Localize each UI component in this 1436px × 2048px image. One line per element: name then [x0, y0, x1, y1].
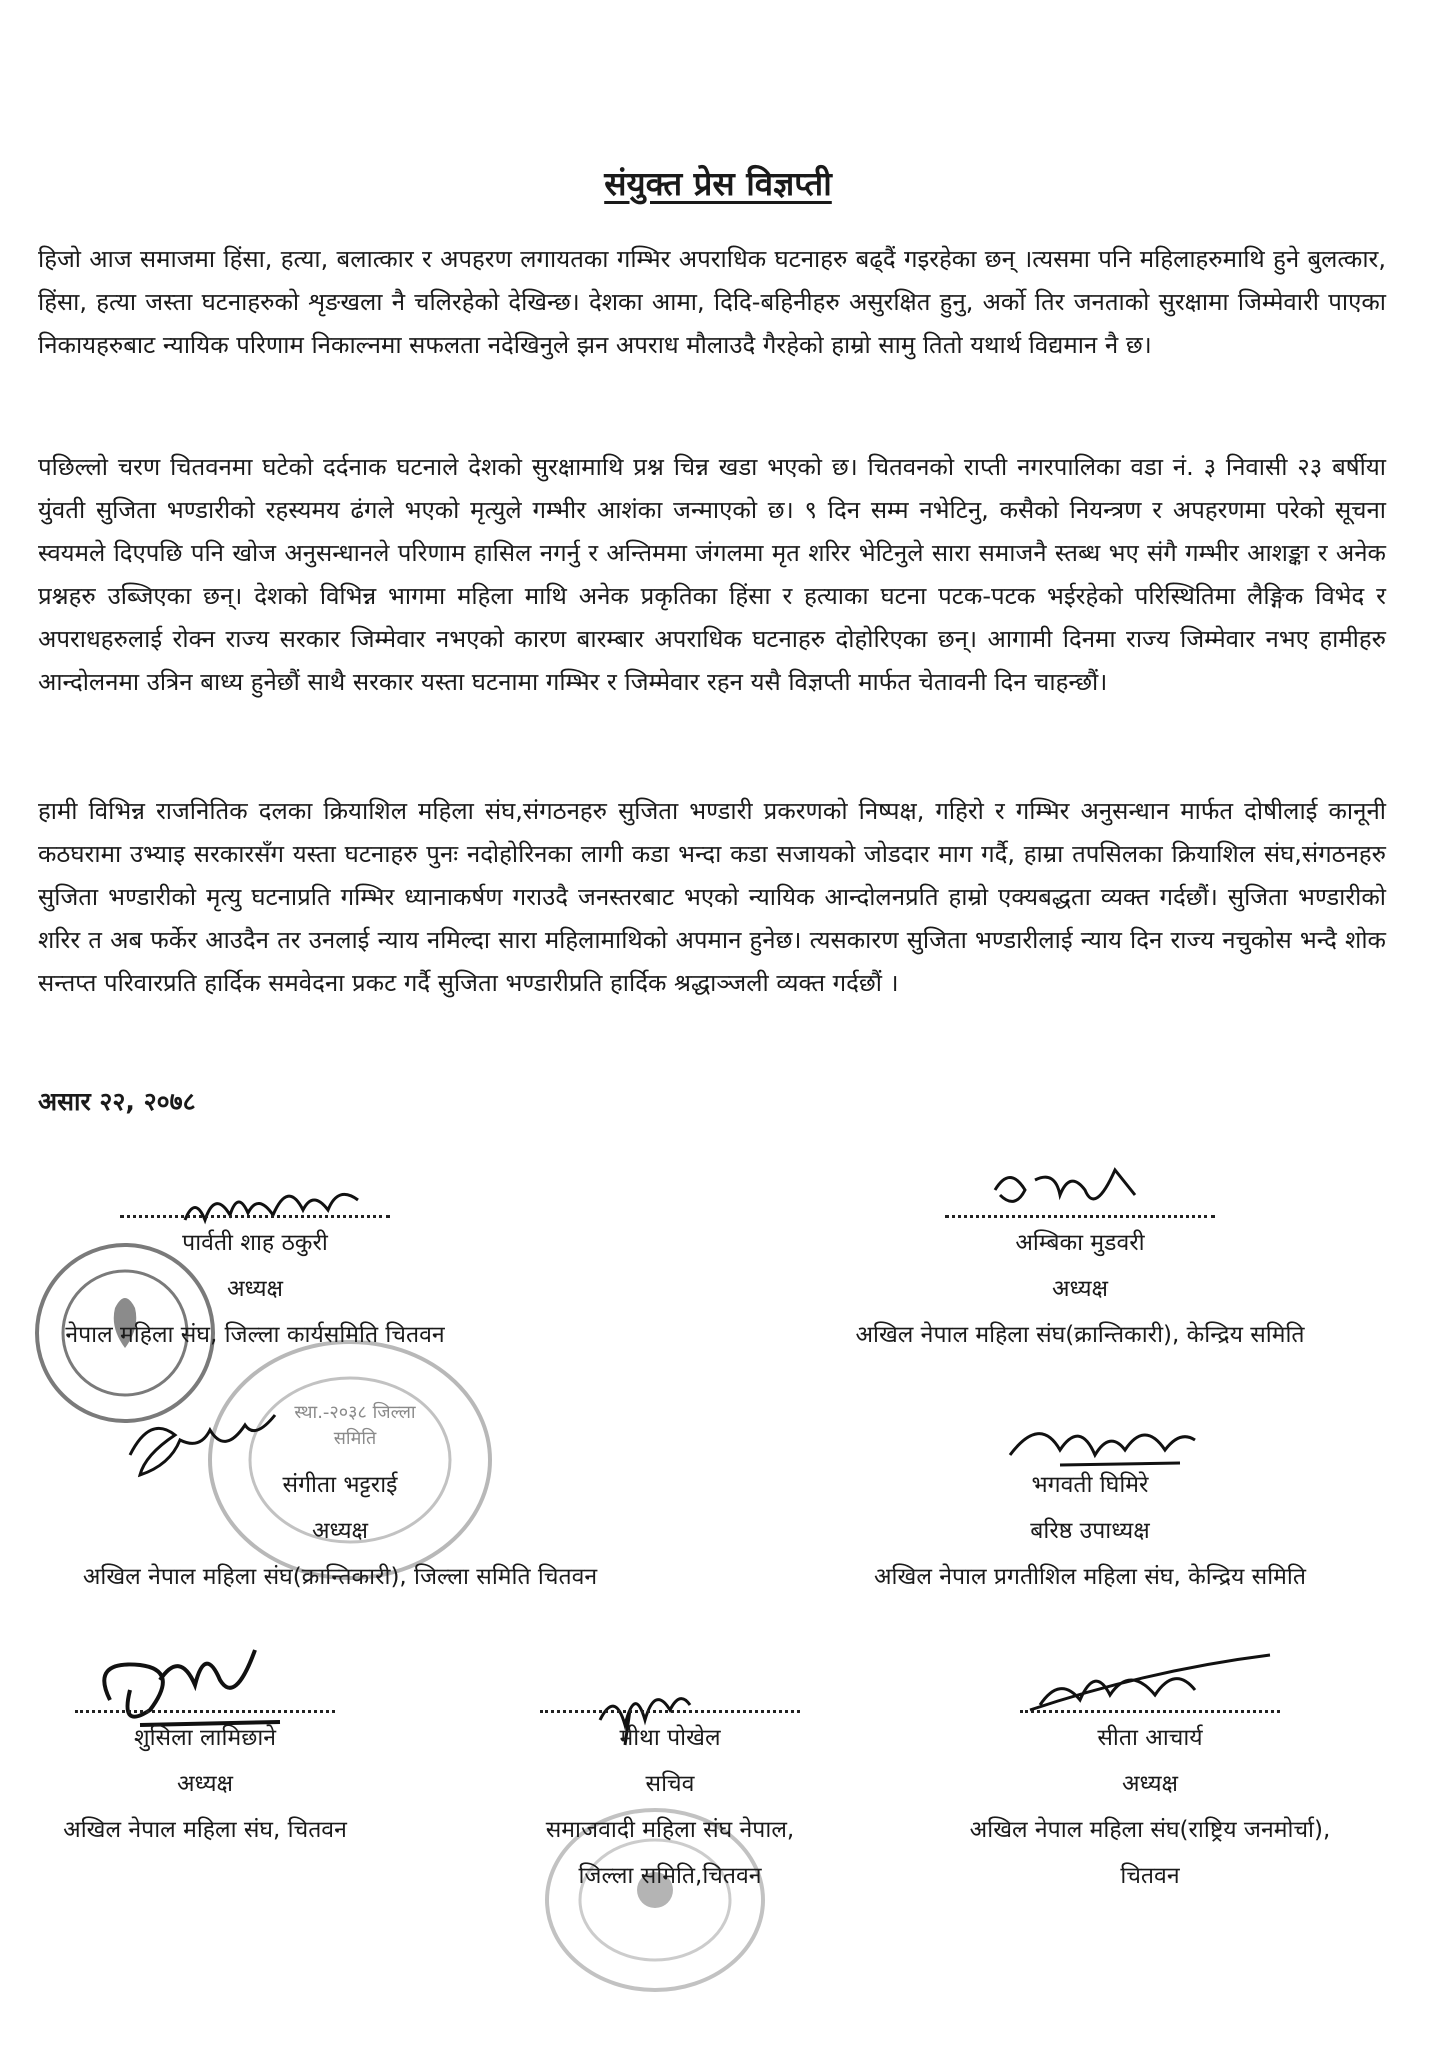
signatory-title: बरिष्ठ उपाध्यक्ष	[1030, 1518, 1150, 1544]
paragraph-1: हिजो आज समाजमा हिंसा, हत्या, बलात्कार र अपहरण लगायतका गम्भिर अपराधिक घटनाहरु बढ्दैं गइरहेका छन् ।त्यसमा पनि महिलाहरुमाथि हुने बुलत्कार, हिंसा, हत्या जस्ता घटनाहरुको शृङखला नै चलिरहेको देखिन्छ। देशका आमा, दिदि-बहिनीहरु असुरक्षित हुनु, अर्को तिर जनताको सुरक्षामा जिम्मेवारी पाएका निकायहरुबाट न्यायिक परिणाम निकाल्नमा सफलता नदेखिनुले झन अपराध मौलाउदै गैरहेको हाम्रो सामु तितो यथार्थ विद्यमान नै छ।	[38, 245, 1386, 359]
signatory-4	[800, 1440, 1380, 1600]
signature-line	[1020, 1690, 1280, 1713]
signatory-1	[20, 1195, 490, 1358]
signatory-name: मीथा पोखेल	[619, 1725, 721, 1751]
signatory-org: अखिल नेपाल प्रगतीशिल महिला संघ, केन्द्रिय समिति	[873, 1564, 1306, 1590]
signatory-org: अखिल नेपाल महिला संघ(क्रान्तिकारी), केन्द्रिय समिति	[855, 1322, 1305, 1348]
stamp-text: स्था.-२०३८ जिल्ला समिति	[294, 1402, 416, 1449]
paragraph-3: हामी विभिन्न राजनितिक दलका क्रियाशिल महिला संघ,संगठनहरु सुजिता भण्डारी प्रकरणको निष्पक्ष, गहिरो र गम्भिर अनुसन्धान मार्फत दोषीलाई कानूनी कठघरामा उभ्याइ सरकारसँग यस्ता घटनाहरु पुनः नदोहोरिनका लागी कडा भन्दा कडा सजायको जोडदार माग गर्दै, हाम्रा तपसिलका क्रियाशिल संघ,संगठनहरु सुजिता भण्डारीको मृत्यु घटनाप्रति गम्भिर ध्यानाकर्षण गराउदै जनस्तरबाट भएको न्यायिक आन्दोलनप्रति हाम्रो एक्यबद्धता व्यक्त गर्दछौं। सुजिता भण्डारीको शरिर त अब फर्केर आउदैन तर उनलाई न्याय नमिल्दा सारा महिलामाथिको अपमान हुनेछ। त्यसकारण सुजिता भण्डारीलाई न्याय दिन राज्य नचुकोस भन्दै शोक सन्तप्त परिवारप्रति हार्दिक समवेदना प्रकट गर्दै सुजिता भण्डारीप्रति हार्दिक श्रद्धाञ्जली व्यक्त गर्दछौं ।	[38, 797, 1386, 997]
signatory-name: पार्वती शाह ठकुरी	[182, 1230, 328, 1256]
signatory-6	[470, 1690, 870, 1899]
signature-line	[945, 1195, 1215, 1218]
signatory-3	[20, 1440, 660, 1600]
signatory-name: सीता आचार्य	[1097, 1725, 1203, 1751]
signatory-org-line-2: जिल्ला समिति,चितवन	[578, 1863, 762, 1889]
signatory-org: अखिल नेपाल महिला संघ, चितवन	[63, 1817, 347, 1843]
signature-line	[540, 1690, 800, 1713]
signatory-name: शुसिला लामिछाने	[133, 1725, 277, 1751]
signatory-org: समाजवादी महिला संघ नेपाल,	[545, 1817, 795, 1843]
signatory-name: अम्बिका मुडवरी	[1015, 1230, 1145, 1256]
signatory-title: अध्यक्ष	[226, 1276, 284, 1302]
signature-line	[75, 1690, 335, 1713]
signatory-org: नेपाल महिला संघ, जिल्ला कार्यसमिति चितवन	[65, 1322, 445, 1348]
signature-line	[120, 1195, 390, 1218]
signatory-title: अध्यक्ष	[311, 1518, 369, 1544]
signatory-title: अध्यक्ष	[1051, 1276, 1109, 1302]
signatory-2	[780, 1195, 1380, 1358]
signatory-7	[880, 1690, 1420, 1899]
signatory-org-line-2: चितवन	[1120, 1863, 1180, 1889]
signatory-title: अध्यक्ष	[1121, 1771, 1179, 1797]
document-title: संयुक्त प्रेस विज्ञप्ती	[604, 164, 832, 203]
signatory-name: भगवती घिमिरे	[1031, 1472, 1149, 1498]
signatory-title: सचिव	[645, 1771, 695, 1797]
paragraph-2: पछिल्लो चरण चितवनमा घटेको दर्दनाक घटनाले देशको सुरक्षामाथि प्रश्न चिन्न खडा भएको छ। चितवनको राप्ती नगरपालिका वडा नं. ३ निवासी २३ बर्षीया युंवती सुजिता भण्डारीको रहस्यमय ढंगले भएको मृत्युले गम्भीर आशंका जन्माएको छ। ९ दिन सम्म नभेटिनु, कसैको नियन्त्रण र अपहरणमा परेको सूचना स्वयमले दिएपछि पनि खोज अनुसन्धानले परिणाम हासिल नगर्नु र अन्तिममा जंगलमा मृत शरिर भेटिनुले सारा समाजनै स्तब्ध भए संगै गम्भीर आशङ्का र अनेक प्रश्नहरु उब्जिएका छन्। देशको विभिन्न भागमा महिला माथि अनेक प्रकृतिका हिंसा र हत्याका घटना पटक-पटक भईरहेको परिस्थितिमा लैङ्गिक विभेद र अपराधहरुलाई रोक्न राज्य सरकार जिम्मेवार नभएको कारण बारम्बार अपराधिक घटनाहरु दोहोरिएका छन्। आगामी दिनमा राज्य जिम्मेवार नभए हामीहरु आन्दोलनमा उत्रिन बाध्य हुनेछौं साथै सरकार यस्ता घटनामा गम्भिर र जिम्मेवार रहन यसै विज्ञप्ती मार्फत चेतावनी दिन चाहन्छौं।	[38, 453, 1386, 696]
signatory-5	[20, 1690, 390, 1853]
signatory-org: अखिल नेपाल महिला संघ(राष्ट्रिय जनमोर्चा),	[969, 1817, 1331, 1843]
signatory-title: अध्यक्ष	[176, 1771, 234, 1797]
signatory-name: संगीता भट्टराई	[282, 1472, 398, 1498]
signatory-org: अखिल नेपाल महिला संघ(क्रान्तिकारी), जिल्ला समिति चितवन	[82, 1564, 598, 1590]
release-date: असार २२, २०७८	[38, 1087, 196, 1116]
